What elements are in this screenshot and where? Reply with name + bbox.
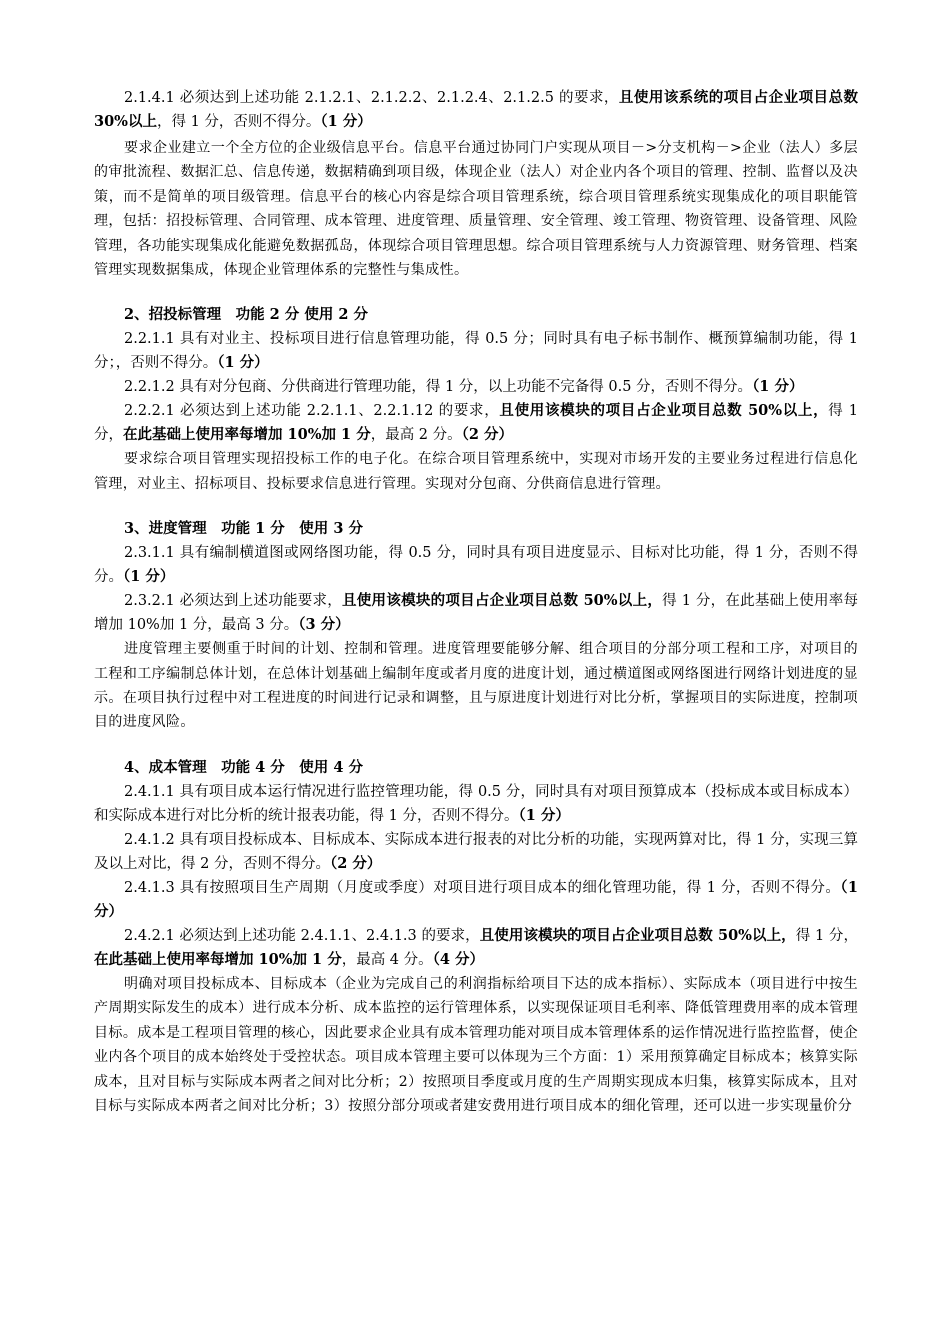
- clause-2-4-1-2: 2.4.1.2 具有项目投标成本、目标成本、实际成本进行报表的对比分析的功能，实现两算对比，得 1 分，实现三算及以上对比，得 2 分，否则不得分。（2 分）: [94, 831, 858, 872]
- heading-cost: 4、成本管理 功能 4 分 使用 4 分: [124, 758, 363, 776]
- paragraph-info-platform: 要求企业建立一个全方位的企业级信息平台。信息平台通过协同门户实现从项目－>分支机构－>企业（法人）多层的审批流程、数据汇总、信息传递，数据精确到项目级，体现企业（法人）对企业内各个项目的管理、控制、监督以及决策，而不是简单的项目级管理。信息平台的核心内容是综合项目管理系统，综合项目管理系统实现集成化的项目职能管理，包括：招投标管理、合同管理、成本管理、进度管理、质量管理、安全管理、竣工管理、物资管理、设备管理、风险管理，各功能实现集成化能避免数据孤岛，体现综合项目管理思想。综合项目管理系统与人力资源管理、财务管理、档案管理实现数据集成，体现企业管理体系的完整性与集成性。: [94, 140, 858, 279]
- paragraph-cost: 明确对项目投标成本、目标成本（企业为完成自己的利润指标给项目下达的成本指标）、实际成本（项目进行中按生产周期实际发生的成本）进行成本分析、成本监控的运行管理体系，以实现保证项目毛利率、降低管理费用率的成本管理目标。成本是工程项目管理的核心，因此要求企业具有成本管理功能对项目成本管理体系的运作情况进行监控监督，使企业内各个项目的成本始终处于受控状态。项目成本管理主要可以体现为三个方面：1）采用预算确定目标成本；核算实际成本，且对目标与实际成本两者之间对比分析；2）按照项目季度或月度的生产周期实现成本归集，核算实际成本，且对目标与实际成本两者之间对比分析；3）按照分部分项或者建安费用进行项目成本的细化管理，还可以进一步实现量价分: [94, 975, 858, 1114]
- clause-2-3-1-1: 2.3.1.1 具有编制横道图或网络图功能，得 0.5 分，同时具有项目进度显示、目标对比功能，得 1 分，否则不得分。（1 分）: [94, 545, 858, 586]
- clause-2-4-1-1: 2.4.1.1 具有项目成本运行情况进行监控管理功能，得 0.5 分，同时具有对项目预算成本（投标成本或目标成本）和实际成本进行对比分析的统计报表功能，得 1 分，否则不得分。（1 分）: [94, 783, 858, 824]
- clause-2-2-1-2: 2.2.1.2 具有对分包商、分供商进行管理功能，得 1 分，以上功能不完备得 0.5 分，否则不得分。（1 分）: [124, 378, 804, 396]
- clause-2-4-2-1: 2.4.2.1 必须达到上述功能 2.4.1.1、2.4.1.3 的要求，且使用该模块的项目占企业项目总数 50%以上，得 1 分，在此基础上使用率每增加 10%加 1 分，最高 4 分。（4 分）: [94, 926, 858, 968]
- paragraph-bidding: 要求综合项目管理实现招投标工作的电子化。在综合项目管理系统中，实现对市场开发的主要业务过程进行信息化管理，对业主、招标项目、投标要求信息进行管理。实现对分包商、分供商信息进行管理。: [94, 451, 858, 492]
- heading-bidding: 2、招投标管理 功能 2 分 使用 2 分: [124, 306, 369, 324]
- clause-2-2-2-1: 2.2.2.1 必须达到上述功能 2.2.1.1、2.2.1.12 的要求，且使用该模块的项目占企业项目总数 50%以上，得 1 分，在此基础上使用率每增加 10%加 1 分，最高 2 分。（2 分）: [94, 402, 858, 444]
- heading-schedule: 3、进度管理 功能 1 分 使用 3 分: [124, 520, 363, 538]
- clause-2-4-1-3: 2.4.1.3 具有按照项目生产周期（月度或季度）对项目进行项目成本的细化管理功能，得 1 分，否则不得分。（1 分）: [94, 878, 859, 920]
- clause-2-2-1-1: 2.2.1.1 具有对业主、投标项目进行信息管理功能，得 0.5 分；同时具有电子标书制作、概预算编制功能，得 1 分；，否则不得分。（1 分）: [94, 331, 858, 372]
- clause-2-1-4-1: 2.1.4.1 必须达到上述功能 2.1.2.1、2.1.2.2、2.1.2.4、2.1.2.5 的要求，且使用该系统的项目占企业项目总数 30%以上，得 1 分，否则不得分。（1 分）: [94, 89, 858, 130]
- clause-2-3-2-1: 2.3.2.1 必须达到上述功能要求，且使用该模块的项目占企业项目总数 50%以上，得 1 分，在此基础上使用率每增加 10%加 1 分，最高 3 分。（3 分）: [94, 592, 858, 634]
- paragraph-schedule: 进度管理主要侧重于时间的计划、控制和管理。进度管理要能够分解、组合项目的分部分项工程和工序，对项目的工程和工序编制总体计划，在总体计划基础上编制年度或者月度的进度计划，通过横道图或网络图进行网络计划进度的显示。在项目执行过程中对工程进度的时间进行记录和调整，且与原进度计划进行对比分析，掌握项目的实际进度，控制项目的进度风险。: [94, 641, 858, 731]
- document-body: [94, 86, 858, 1118]
